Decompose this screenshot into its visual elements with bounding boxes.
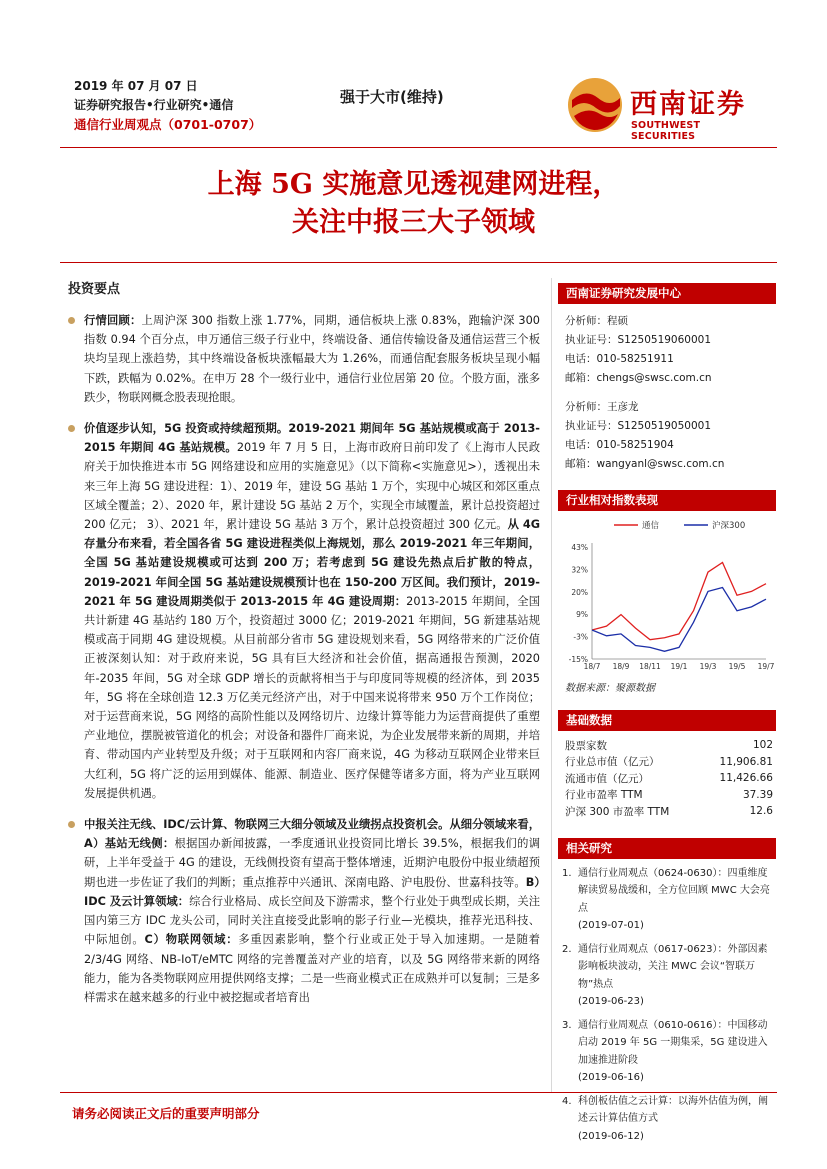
bullet-text: 2019 年 7 月 5 日，上海市政府日前印发了《上海市人民政府关于加快推进本市 5G 网络建设和应用的实施意见》（以下简称<实施意见>），透视出未来三年上海 5G 建设进程：1）、2019 年，建设 5G 基站 1 万个，实现中心城区和郊区重点区域全覆盖；2）、2020 年，累计建设 5G 基站 2 万个，实现全市域覆盖，累计总投资超过 200 亿元； 3）、2021 年，累计建设 5G 基站 3 万个，累计总投资超过 300 亿元。 [84, 441, 540, 532]
x-tick-label: 19/1 [670, 662, 688, 671]
bullet-market-review [62, 311, 540, 407]
analyst-name: 分析师：王彦龙 [565, 401, 639, 413]
bullet-interim-focus [62, 815, 540, 1007]
header-rule [60, 147, 777, 148]
item-date: (2019-06-23) [578, 996, 644, 1007]
title-rule [60, 262, 777, 263]
chart-heading: 行业相对指数表现 [558, 490, 776, 511]
y-tick-label: -15% [568, 655, 588, 664]
report-title-line1: 上海 5G 实施意见透视建网进程， [207, 169, 620, 200]
brand-name-en: SOUTHWEST SECURITIES [631, 120, 701, 142]
basic-data-table [565, 737, 777, 820]
y-tick-label: 43% [571, 543, 588, 552]
chart-canvas [558, 511, 776, 671]
item-number: 1. [562, 867, 572, 879]
table-row [565, 754, 777, 771]
item-title: 通信行业周观点（0617-0623）：外部因素影响板块波动，关注 MWC 会议“智联万物”热点 [578, 943, 768, 990]
footer-notice: 请务必阅读正文后的重要声明部分 [72, 1106, 260, 1121]
row-label: 流通市值（亿元） [565, 772, 649, 785]
list-item[interactable] [562, 1017, 776, 1087]
bullet-text: 上周沪深 300 指数上涨 1.77%，同期，通信板块上涨 0.83%，跑输沪深 300 指数 0.94 个百分点，申万通信三级子行业中，终端设备、通信传输设备及通信运营三个板块均呈现上涨趋势，其中终端设备板块涨幅最大为 1.26%，而通信配套服务板块呈现小幅下跌，跌幅为 0.02%。在申万 28 个一级行业中，通信行业位居第 20 位。个股方面，涨多跌少，物联网概念股表现抢眼。 [84, 314, 540, 404]
x-tick-label: 19/5 [728, 662, 746, 671]
series-line-1 [592, 562, 766, 639]
y-tick-label: 20% [571, 587, 588, 597]
bullet-5g-investment [62, 419, 540, 803]
row-value: 37.39 [742, 788, 773, 801]
row-value: 12.6 [749, 805, 773, 818]
brand-name-cn: 西南证券 [630, 89, 746, 120]
analyst-phone: 电话：010-58251911 [565, 353, 674, 365]
bullet-dot-icon [68, 425, 75, 432]
analyst-cert: 执业证号：S1250519050001 [565, 420, 712, 432]
bullet-text: 2013-2015 年期间，全国共计新建 4G 基站约 180 万个，投资超过 3000 亿；2019-2021 年期间，5G 新建基站规模或高于同期 4G 建设规模。从目前部分省市 5G 建设规划来看，5G 网络带来的广泛价值正被深刻认知：对于政府来说，5G 具有巨大经济和社会价值，据高通报告预测，2020 年-2035 年间，5G 对全球 GDP 增长的贡献将相当于与印度同等规模的经济体，到 2035 年，5G 将在全球创造 12.3 万亿美元经济产出，对于中国来说将带来 950 万个工作岗位；对于运营商来说，5G 网络的高阶性能以及网络切片、边缘计算等能力为运营商提供了重塑产业地位，摆脱被管道化的机会；对设备和器件厂商来说，为企业发展带来新的周期，并培育、带动国内产业转型及升级；对于互联网和内容厂商来说，4G 为移动互联网企业带来巨大红利，5G 将广泛的运用到媒体、能源、制造业、医疗保健等诸多方面，将为产业互联网发展提供机遇。 [84, 594, 540, 800]
brand-emblem-icon [566, 76, 624, 134]
row-value: 11,906.81 [719, 755, 773, 768]
brand-logo [566, 76, 766, 142]
weekly-tag: 通信行业周观点（0701-0707） [74, 117, 262, 132]
item-number: 2. [562, 943, 572, 955]
x-tick-label: 19/7 [757, 662, 775, 671]
column-divider [551, 278, 552, 1092]
row-label: 行业总市值（亿元） [565, 756, 660, 769]
bullet-text: 根据国办新闻披露，一季度通讯业投资同比增长 39.5%，根据我们的调研，上半年受益于 4G 的建设，无线侧投资有望高于整体增速，近期沪电股份中报业绩超预期也进一步佐证了我们的判断；重点推荐中兴通讯、深南电路、沪电股份、世嘉科技等。 [84, 837, 540, 889]
rating: 强于大市(维持) [340, 88, 444, 106]
row-label: 行业市盈率 TTM [565, 789, 643, 802]
y-tick-label: -3% [573, 632, 588, 642]
bullet-bold-text: B）IDC 及云计算领域： [84, 875, 540, 908]
x-tick-label: 19/3 [699, 662, 717, 671]
bullet-text: 多重因素影响，整个行业或正处于导入加速期。一是随着 2/3/4G 网络、NB-IoT/eMTC 网络的完善覆盖对产业的培育，以及 5G 网络带来新的网络能力，能为各类物联网应用提供网络支撑；二是一些商业模式正在成熟并可以复制；三是多样需求在越来越多的行业中被挖掘或者培育出 [84, 933, 540, 1004]
item-title: 通信行业周观点（0624-0630）：四重维度解读贸易战缓和，全方位回顾 MWC 大会亮点 [578, 867, 770, 914]
y-tick-label: 32% [571, 565, 588, 575]
bullet-bold-text: 从 4G 存量分布来看，若全国各省 5G 建设进程类似上海规划，那么 2019-2021 年三年期间，全国 5G 基站建设规模或可达到 200 万；若考虑到 5G 建设先热点后扩散的特点，2019-2021 年间全国 5G 基站建设规模预计也在 150-200 万区间。我们预计，2019-2021 年 5G 建设周期类似于 2013-2015 年 4G 建设周期： [84, 518, 540, 608]
section-heading: 投资要点 [68, 282, 121, 297]
analyst-info [558, 304, 776, 474]
relative-index-chart [558, 511, 776, 671]
item-date: (2019-06-16) [578, 1072, 644, 1083]
investment-highlights [62, 278, 540, 1019]
y-tick-label: 9% [576, 610, 588, 620]
chart-source: 数据来源：聚源数据 [565, 683, 655, 694]
related-research-heading: 相关研究 [558, 838, 776, 859]
table-row [565, 803, 777, 820]
bullet-bold-text: 价值逐步认知，5G 投资或持续超预期。2019-2021 期间年 5G 基站规模或高于 2013-2015 年期间 4G 基站规模。 [84, 422, 540, 455]
bullet-bold-text: C）物联网领域： [144, 933, 239, 947]
item-number: 4. [562, 1095, 572, 1107]
bullet-dot-icon [68, 317, 75, 324]
analyst-email[interactable]: 邮箱：chengs@swsc.com.cn [565, 372, 712, 384]
related-research-list [558, 859, 776, 1146]
series-line-2 [592, 588, 766, 652]
item-title: 科创板估值之云计算：以海外估值为例，阐述云计算估值方式 [578, 1095, 768, 1124]
bullet-bold-text: 中报关注无线、IDC/云计算、物联网三大细分领域及业绩拐点投资机会。从细分领域来看，A）基站无线侧： [84, 818, 540, 851]
bullet-text: 综合行业格局、成长空间及下游需求，整个行业处于典型成长期，关注国内第三方 IDC 龙头公司，同时关注直接受此影响的影子行业—光模块，推荐光迅科技、中际旭创。 [84, 894, 540, 947]
item-title: 通信行业周观点（0610-0616）：中国移动启动 2019 年 5G 一期集采，5G 建设进入加速推进阶段 [578, 1019, 768, 1066]
basic-data-heading: 基础数据 [558, 710, 776, 731]
item-number: 3. [562, 1019, 572, 1031]
sidebar [558, 283, 776, 1151]
report-date: 2019 年 07 月 07 日 [74, 79, 198, 93]
list-item[interactable] [562, 865, 776, 935]
x-tick-label: 18/11 [639, 662, 661, 671]
report-title-line2: 关注中报三大子领域 [292, 207, 535, 238]
table-row [565, 737, 777, 754]
report-header-info [74, 77, 261, 134]
row-value: 11,426.66 [719, 772, 773, 785]
research-center-heading: 西南证券研究发展中心 [558, 283, 776, 304]
analyst-name: 分析师：程硕 [565, 315, 628, 327]
list-item[interactable] [562, 1093, 776, 1146]
report-type: 证券研究报告•行业研究•通信 [74, 98, 234, 112]
item-date: (2019-07-01) [578, 920, 644, 931]
list-item[interactable] [562, 941, 776, 1011]
table-row [565, 770, 777, 787]
table-row [565, 787, 777, 804]
analyst-cert: 执业证号：S1250519060001 [565, 334, 712, 346]
x-tick-label: 18/9 [612, 662, 630, 671]
item-date: (2019-06-12) [578, 1130, 644, 1142]
bullet-dot-icon [68, 821, 75, 828]
bullet-bold-text: 行情回顾： [84, 314, 142, 327]
footer-rule [60, 1092, 777, 1093]
analyst-phone: 电话：010-58251904 [565, 439, 674, 451]
analyst-email[interactable]: 邮箱：wangyanl@swsc.com.cn [565, 458, 725, 470]
row-label: 股票家数 [565, 739, 607, 752]
x-tick-label: 18/7 [583, 662, 601, 671]
legend-label: 通信 [642, 521, 660, 531]
row-label: 沪深 300 市盈率 TTM [565, 805, 670, 818]
row-value: 102 [752, 739, 773, 752]
legend-label: 沪深300 [712, 521, 746, 531]
